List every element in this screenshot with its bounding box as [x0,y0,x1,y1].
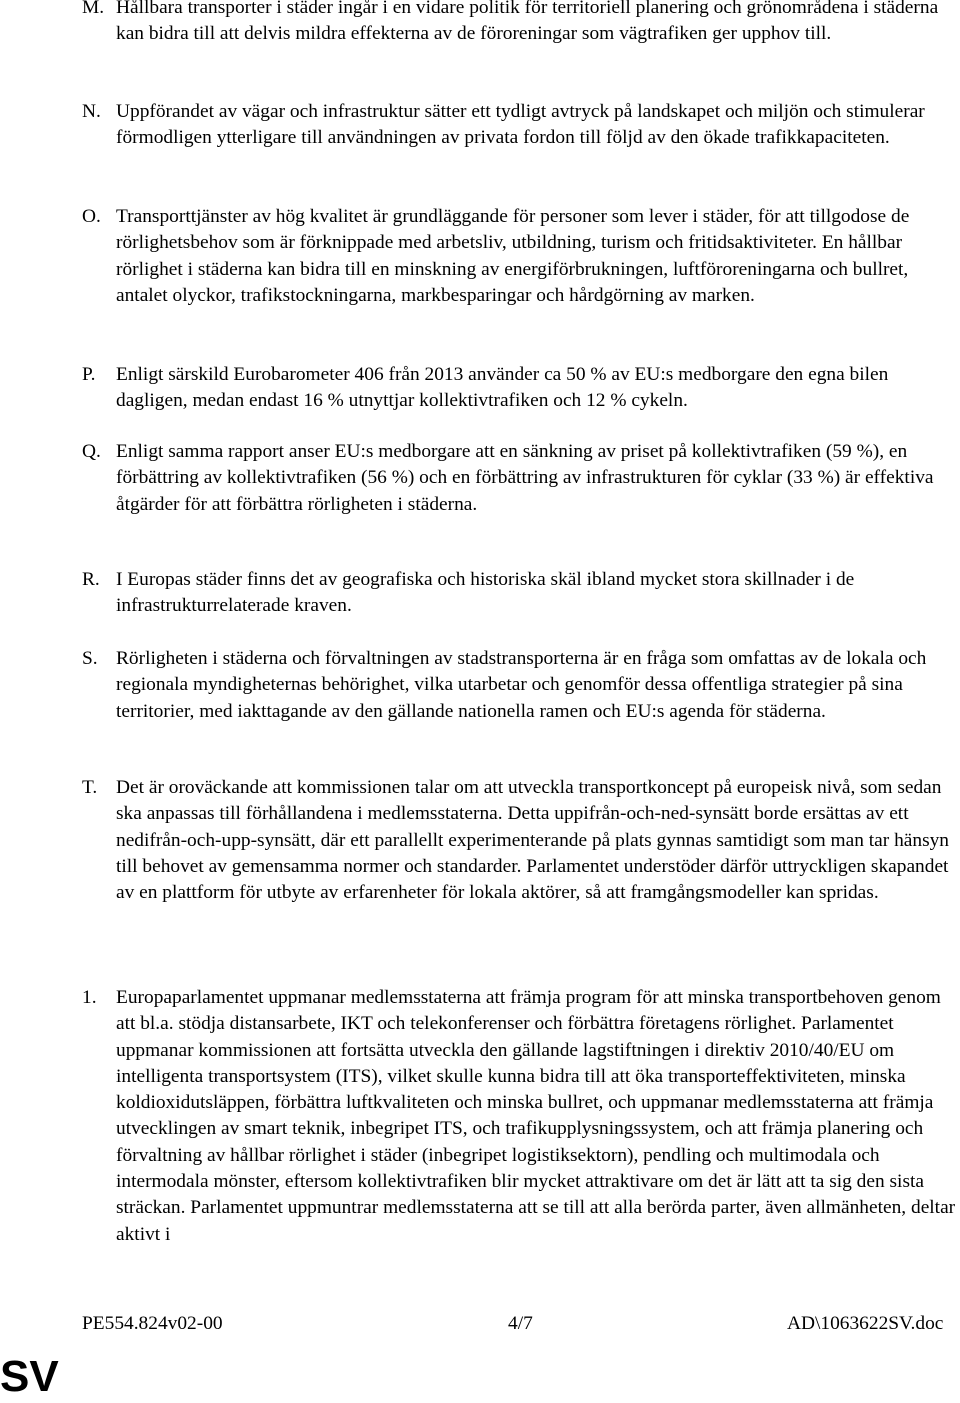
language-badge: SV [0,1352,59,1401]
paragraph-marker: R. [82,569,100,590]
paragraph-marker: 1. [82,987,97,1008]
paragraph-t [82,775,958,906]
paragraph-text: Europaparlamentet uppmanar medlemsstaterna att främja program för att minska transportbehoven genom att bl.a. stödja distansarbete, IKT och telekonferenser och förbättra företagens rörlighet. Parlamentet uppmanar kommissionen att fortsätta utveckla den gällande lagstiftningen i direktiv 2010/40/EU om intelligenta transportsystem (ITS), vilket skulle kunna bidra till att öka transporteffektiviteten, minska koldioxidutsläppen, förbättra luftkvaliteten och minska bullret, och uppmanar medlemsstaterna att främja utvecklingen av smart teknik, inbegripet ITS, och trafikupplysningssystem, och att främja planering och förvaltning av hållbar rörlighet i städer (inbegripet logistiksektorn), pendling och multimodala och intermodala mönster, eftersom kollektivtrafiken blir mycket attraktivare om det är lätt att ta sig den sista sträckan. Parlamentet uppmuntrar medlemsstaterna att se till att alla berörda parter, även allmänheten, deltar aktivt i [116,987,956,1245]
paragraph-text: Uppförandet av vägar och infrastruktur sätter ett tydligt avtryck på landskapet och miljön och stimulerar förmodligen ytterligare till användningen av privata fordon till följd av den ökade trafikkapaciteten. [116,101,925,149]
paragraph-text: Det är oroväckande att kommissionen talar om att utveckla transportkoncept på europeisk nivå, som sedan ska anpassas till förhållandena i medlemsstaterna. Detta uppifrån-och-ned-synsätt borde ersättas av ett nedifrån-och-upp-synsätt, där ett parallellt experimenterande på plats gynnas samtidigt som man tar hänsyn till behovet av gemensamma normer och standarder. Parlamentet understöder därför uttryckligen skapandet av en plattform för utbyte av erfarenheter för lokala aktörer, så att framgångsmodeller kan spridas. [116,777,950,904]
paragraph-text: Enligt samma rapport anser EU:s medborgare att en sänkning av priset på kollektivtrafiken (59 %), en förbättring av kollektivtrafiken (56 %) och en förbättring av infrastrukturen för cyklar (33 %) är effektiva åtgärder för att förbättra rörligheten i städerna. [116,441,934,515]
paragraph-s [82,646,958,725]
paragraph-m [82,0,958,48]
footer-page-number: 4/7 [508,1313,533,1334]
paragraph-r [82,567,958,620]
paragraph-o [82,204,958,309]
paragraph-text: Enligt särskild Eurobarometer 406 från 2013 använder ca 50 % av EU:s medborgare den egna bilen dagligen, medan endast 16 % utnyttjar kollektivtrafiken och 12 % cykeln. [116,364,889,412]
paragraph-marker: S. [82,648,98,669]
paragraph-text: I Europas städer finns det av geografiska och historiska skäl ibland mycket stora skillnader i de infrastrukturrelaterade kraven. [116,569,855,617]
paragraph-text: Hållbara transporter i städer ingår i en vidare politik för territoriell planering och grönområdena i städerna kan bidra till att delvis mildra effekterna av de föroreningar som vägtrafiken ger upphov till. [116,0,939,45]
paragraph-n [82,99,958,152]
paragraph-p [82,362,958,415]
paragraph-marker: O. [82,206,101,227]
paragraph-text: Transporttjänster av hög kvalitet är grundläggande för personer som lever i städer, för att tillgodose de rörlighetsbehov som är förknippade med arbetsliv, utbildning, turism och fritidsaktiviteter. En hållbar rörlighet i städerna kan bidra till en minskning av energiförbrukningen, luftföroreningarna och bullret, antalet olyckor, trafikstockningarna, markbesparingar och hårdgörning av marken. [116,206,910,306]
paragraph-q [82,439,958,518]
footer-doc-ref: PE554.824v02-00 [82,1313,223,1334]
paragraph-marker: Q. [82,441,101,462]
footer-file-ref: AD\1063622SV.doc [787,1313,944,1334]
paragraph-marker: T. [82,777,98,798]
paragraph-marker: N. [82,101,101,122]
paragraph-marker: P. [82,364,96,385]
paragraph-1 [82,985,958,1248]
paragraph-text: Rörligheten i städerna och förvaltningen av stadstransporterna är en fråga som omfattas av de lokala och regionala myndigheternas behörighet, vilka utarbetar och genomför dessa offentliga strategier på sina territorier, med iakttagande av den gällande nationella ramen och EU:s agenda för städerna. [116,648,927,722]
paragraph-marker: M. [82,0,105,18]
